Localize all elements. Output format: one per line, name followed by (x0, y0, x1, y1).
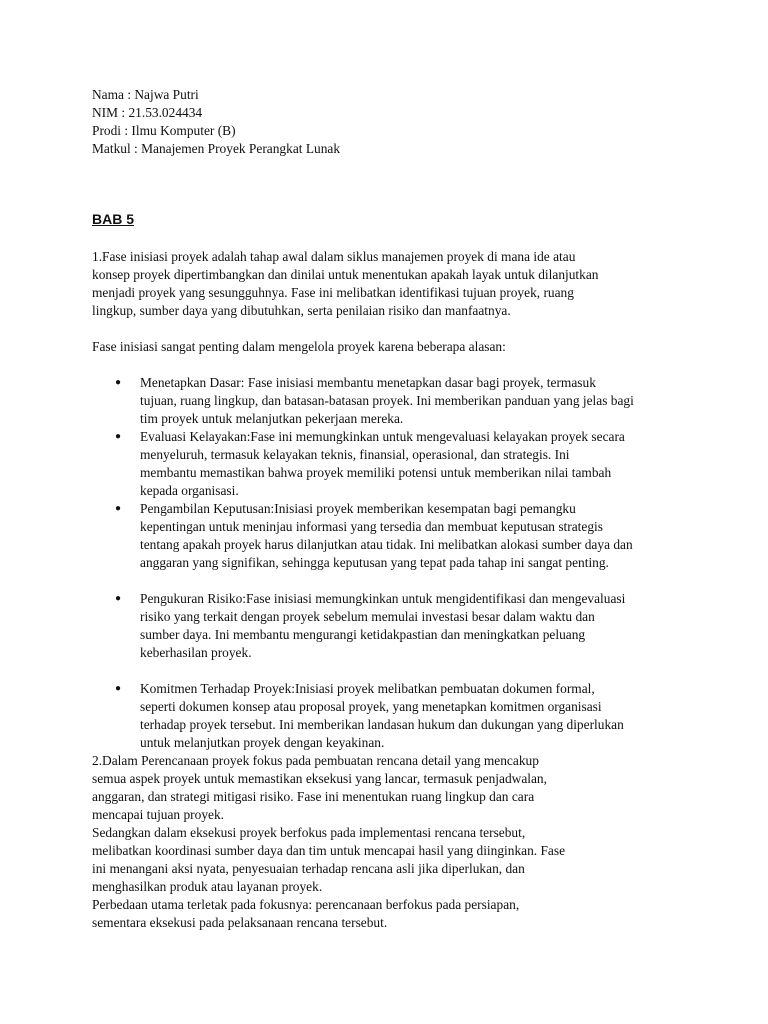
text-line: tentang apakah proyek harus dilanjutkan atau tidak. Ini melibatkan alokasi sumber daya dan (140, 537, 633, 552)
reasons-list (92, 374, 672, 752)
text-line: tim proyek untuk melanjutkan pekerjaan mereka. (140, 411, 404, 426)
text-line: 2.Dalam Perencanaan proyek fokus pada pembuatan rencana detail yang mencakup (92, 753, 539, 768)
bullet-icon: ● (115, 377, 122, 388)
text-line: konsep proyek dipertimbangkan dan dinilai untuk menentukan apakah layak untuk dilanjutkan (92, 267, 599, 282)
text-line: Komitmen Terhadap Proyek:Inisiasi proyek melibatkan pembuatan dokumen formal, (140, 681, 595, 696)
text-line: seperti dokumen konsep atau proposal proyek, yang menetapkan komitmen organisasi (140, 699, 602, 714)
student-nim: NIM : 21.53.024434 (92, 105, 203, 120)
text-line: Pengukuran Risiko:Fase inisiasi memungkinkan untuk mengidentifikasi dan mengevaluasi (140, 591, 626, 606)
bullet-icon: ● (115, 593, 122, 604)
document-page (92, 86, 672, 932)
section1-intro (92, 338, 672, 356)
text-line: mencapai tujuan proyek. (92, 807, 224, 822)
text-line: anggaran, dan strategi mitigasi risiko. Fase ini menentukan ruang lingkup dan cara (92, 789, 535, 804)
student-prodi: Prodi : Ilmu Komputer (B) (92, 123, 236, 138)
bullet-icon: ● (115, 683, 122, 694)
text-line: untuk melanjutkan proyek dengan keyakinan. (140, 735, 385, 750)
section1-paragraph (92, 248, 672, 320)
text-line: lingkup, sumber daya yang dibutuhkan, serta penilaian risiko dan manfaatnya. (92, 303, 511, 318)
text-line: sumber daya. Ini membantu mengurangi ketidakpastian dan meningkatkan peluang (140, 627, 586, 642)
bullet-icon: ● (115, 431, 122, 442)
text-line: menjadi proyek yang sesungguhnya. Fase ini melibatkan identifikasi tujuan proyek, ruang (92, 285, 574, 300)
text-line: anggaran yang signifikan, sehingga keputusan yang tepat pada tahap ini sangat penting. (140, 555, 609, 570)
text-line: terhadap proyek tersebut. Ini memberikan landasan hukum dan dukungan yang diperlukan (140, 717, 624, 732)
text-line: melibatkan koordinasi sumber daya dan tim untuk mencapai hasil yang diinginkan. Fase (92, 843, 566, 858)
text-line: sementara eksekusi pada pelaksanaan rencana tersebut. (92, 915, 388, 930)
list-item (92, 500, 672, 572)
text-line: membantu memastikan bahwa proyek memiliki potensi untuk memberikan nilai tambah (140, 465, 612, 480)
text-line: Pengambilan Keputusan:Inisiasi proyek memberikan kesempatan bagi pemangku (140, 501, 576, 516)
text-line: kepentingan untuk meninjau informasi yang tersedia dan membuat keputusan strategis (140, 519, 603, 534)
text-line: tujuan, ruang lingkup, dan batasan-batasan proyek. Ini memberikan panduan yang jelas bagi (140, 393, 634, 408)
text-line: keberhasilan proyek. (140, 645, 252, 660)
text-line: Menetapkan Dasar: Fase inisiasi membantu menetapkan dasar bagi proyek, termasuk (140, 375, 596, 390)
list-item (92, 680, 672, 752)
text-line: Sedangkan dalam eksekusi proyek berfokus pada implementasi rencana tersebut, (92, 825, 526, 840)
chapter-title: BAB 5 (92, 211, 135, 227)
text-line: menyeluruh, termasuk kelayakan teknis, finansial, operasional, dan strategis. Ini (140, 447, 570, 462)
text-line: Perbedaan utama terletak pada fokusnya: perencanaan berfokus pada persiapan, (92, 897, 520, 912)
list-item (92, 374, 672, 428)
text-line: kepada organisasi. (140, 483, 239, 498)
student-name: Nama : Najwa Putri (92, 87, 199, 102)
text-line: risiko yang terkait dengan proyek sebelum memulai investasi besar dalam waktu dan (140, 609, 595, 624)
section2-paragraph (92, 752, 672, 932)
text-line: Evaluasi Kelayakan:Fase ini memungkinkan untuk mengevaluasi kelayakan proyek secara (140, 429, 625, 444)
text-line: semua aspek proyek untuk memastikan eksekusi yang lancar, termasuk penjadwalan, (92, 771, 547, 786)
course-name: Matkul : Manajemen Proyek Perangkat Lunak (92, 141, 341, 156)
bullet-icon: ● (115, 503, 122, 514)
text-line: ini menangani aksi nyata, penyesuaian terhadap rencana asli jika diperlukan, dan (92, 861, 525, 876)
student-info (92, 86, 672, 158)
text-line: menghasilkan produk atau layanan proyek. (92, 879, 323, 894)
list-item (92, 428, 672, 500)
text-line: 1.Fase inisiasi proyek adalah tahap awal dalam siklus manajemen proyek di mana ide atau (92, 249, 576, 264)
text-line: Fase inisiasi sangat penting dalam mengelola proyek karena beberapa alasan: (92, 339, 506, 354)
list-item (92, 590, 672, 662)
